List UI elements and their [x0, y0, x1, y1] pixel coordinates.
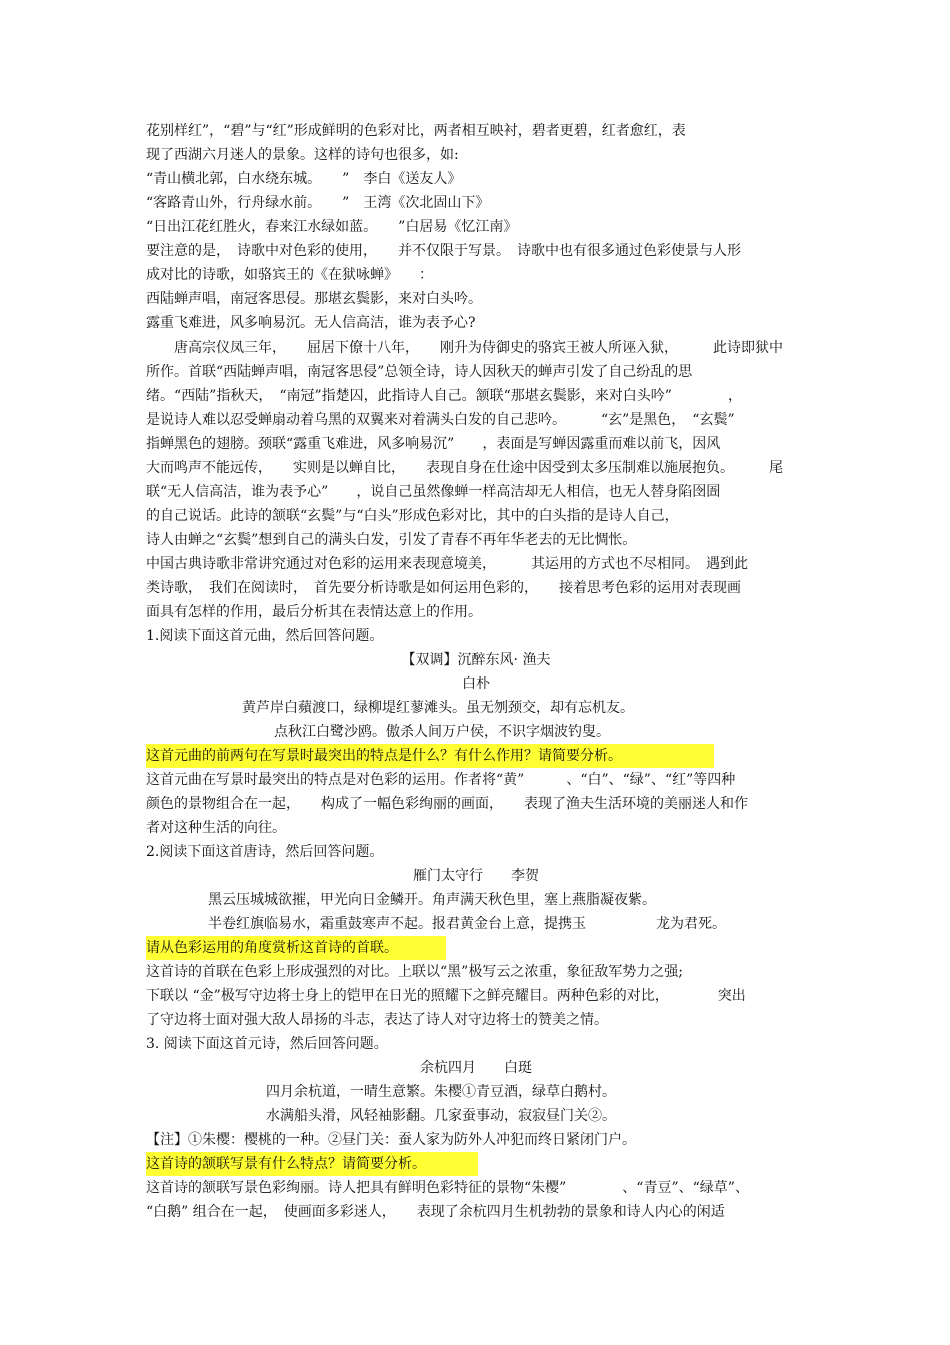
- text-line: 指蝉黑色的翅膀。颈联“露重飞难进，风多响易沉” ，表面是写蝉因露重而难以前飞，因风: [146, 436, 721, 452]
- text-line: 要注意的是， 诗歌中对色彩的使用， 并不仅限于写景。 诗歌中也有很多通过色彩使景与人形: [146, 243, 741, 259]
- answer-line: 下联以 “金”极写守边将士身上的铠甲在日光的照耀下之鲜亮耀目。两种色彩的对比， 突出: [146, 988, 746, 1004]
- highlighted-question: 这首元曲的前两句在写景时最突出的特点是什么？有什么作用？请简要分析。: [146, 744, 714, 768]
- text-line: 中国古典诗歌非常讲究通过对色彩的运用来表现意境美， 其运用的方式也不尽相同。 遇到此: [146, 556, 748, 572]
- poem-title: 【双调】沉醉东风· 渔夫: [401, 652, 551, 668]
- text-line: 的自己说话。此诗的颔联“玄鬓”与“白头”形成色彩对比，其中的白头指的是诗人自己，: [146, 508, 679, 524]
- poem-line: 西陆蝉声唱，南冠客思侵。那堪玄鬓影，来对白头吟。: [146, 291, 482, 307]
- poem-line: 水满船头滑，风轻袖影翻。几家蚕事动，寂寂昼门关②。: [266, 1108, 616, 1124]
- text-line: “日出江花红胜火，春来江水绿如蓝。 ”白居易《忆江南》: [146, 219, 518, 235]
- highlighted-question: 这首诗的颔联写景有什么特点？请简要分析。: [146, 1152, 478, 1176]
- text-line: 唐高宗仪凤三年， 屈居下僚十八年， 刚升为侍御史的骆宾王被人所诬入狱， 此诗即狱中: [146, 340, 783, 356]
- question-heading: 2.阅读下面这首唐诗，然后回答问题。: [146, 844, 384, 860]
- text-line: 现了西湖六月迷人的景象。这样的诗句也很多，如:: [146, 147, 459, 163]
- answer-line: 这首诗的首联在色彩上形成强烈的对比。上联以“黑”极写云之浓重，象征敌军势力之强;: [146, 964, 684, 980]
- poem-line: 四月余杭道，一晴生意繁。朱樱①青豆酒，绿草白鹅村。: [266, 1084, 616, 1100]
- question-heading: 1.阅读下面这首元曲，然后回答问题。: [146, 628, 384, 644]
- poem-author: 白朴: [462, 676, 490, 692]
- question-heading: 3. 阅读下面这首元诗，然后回答问题。: [146, 1036, 388, 1052]
- text-line: 诗人由蝉之“玄鬓”想到自己的满头白发，引发了青春不再年华老去的无比惆怅。: [146, 532, 637, 548]
- text-line: “客路青山外，行舟绿水前。 ” 王湾《次北固山下》: [146, 195, 490, 211]
- answer-line: “白鹅” 组合在一起， 使画面多彩迷人， 表现了余杭四月生机勃勃的景象和诗人内心的闲适: [146, 1204, 725, 1220]
- poem-title: 雁门太守行 李贺: [413, 868, 539, 884]
- poem-line: 黑云压城城欲摧，甲光向日金鳞开。角声满天秋色里，塞上燕脂凝夜紫。: [208, 892, 656, 908]
- highlighted-question: 请从色彩运用的角度赏析这首诗的首联。: [146, 936, 446, 960]
- text-line: 面具有怎样的作用，最后分析其在表情达意上的作用。: [146, 604, 482, 620]
- answer-line: 了守边将士面对强大敌人昂扬的斗志，表达了诗人对守边将士的赞美之情。: [146, 1012, 608, 1028]
- answer-line: 这首诗的颔联写景色彩绚丽。诗人把具有鲜明色彩特征的景物“朱樱” 、“青豆”、“绿草”、: [146, 1180, 749, 1196]
- text-line: 类诗歌， 我们在阅读时， 首先要分析诗歌是如何运用色彩的， 接着思考色彩的运用对表现画: [146, 580, 741, 596]
- poem-line: 半卷红旗临易水，霜重鼓寒声不起。报君黄金台上意，提携玉 龙为君死。: [208, 916, 726, 932]
- text-line: 所作。首联“西陆蝉声唱，南冠客思侵”总领全诗，诗人因秋天的蝉声引发了自己纷乱的思: [146, 364, 693, 380]
- text-line: “青山横北郭，白水绕东城。 ” 李白《送友人》: [146, 171, 462, 187]
- answer-line: 这首元曲在写景时最突出的特点是对色彩的运用。作者将“黄” 、“白”、“绿”、“红”等四种: [146, 772, 736, 788]
- answer-line: 者对这种生活的向往。: [146, 820, 286, 836]
- footnote: 【注】①朱樱：樱桃的一种。②昼门关：蚕人家为防外人冲犯而终日紧闭门户。: [146, 1132, 636, 1148]
- poem-line: 露重飞难进，风多响易沉。无人信高洁，谁为表予心?: [146, 315, 476, 331]
- text-line: 是说诗人难以忍受蝉扇动着乌黑的双翼来对着满头白发的自己悲吟。 “玄”是黑色， “玄鬓”: [146, 412, 735, 428]
- text-line: 花别样红”，“碧”与“红”形成鲜明的色彩对比，两者相互映衬，碧者更碧，红者愈红，表: [146, 123, 686, 139]
- text-line: 联“无人信高洁，谁为表予心” ，说自己虽然像蝉一样高洁却无人相信，也无人替身陷囹圄: [146, 484, 721, 500]
- answer-line: 颜色的景物组合在一起， 构成了一幅色彩绚丽的画面， 表现了渔夫生活环境的美丽迷人和作: [146, 796, 748, 812]
- text-line: 成对比的诗歌，如骆宾王的《在狱咏蝉》 ：: [146, 267, 433, 283]
- poem-line: 黄芦岸白蘋渡口，绿柳堤红蓼滩头。虽无刎颈交，却有忘机友。: [242, 700, 634, 716]
- text-line: 绪。“西陆”指秋天， “南冠”指楚囚，此指诗人自己。颔联“那堪玄鬓影，来对白头吟” ，: [146, 388, 742, 404]
- poem-title: 余杭四月 白珽: [420, 1060, 532, 1076]
- text-line: 大而鸣声不能远传， 实则是以蝉自比， 表现自身在仕途中因受到太多压制难以施展抱负。 尾: [146, 460, 783, 476]
- poem-line: 点秋江白鹭沙鸥。傲杀人间万户侯，不识字烟波钓叟。: [274, 724, 610, 740]
